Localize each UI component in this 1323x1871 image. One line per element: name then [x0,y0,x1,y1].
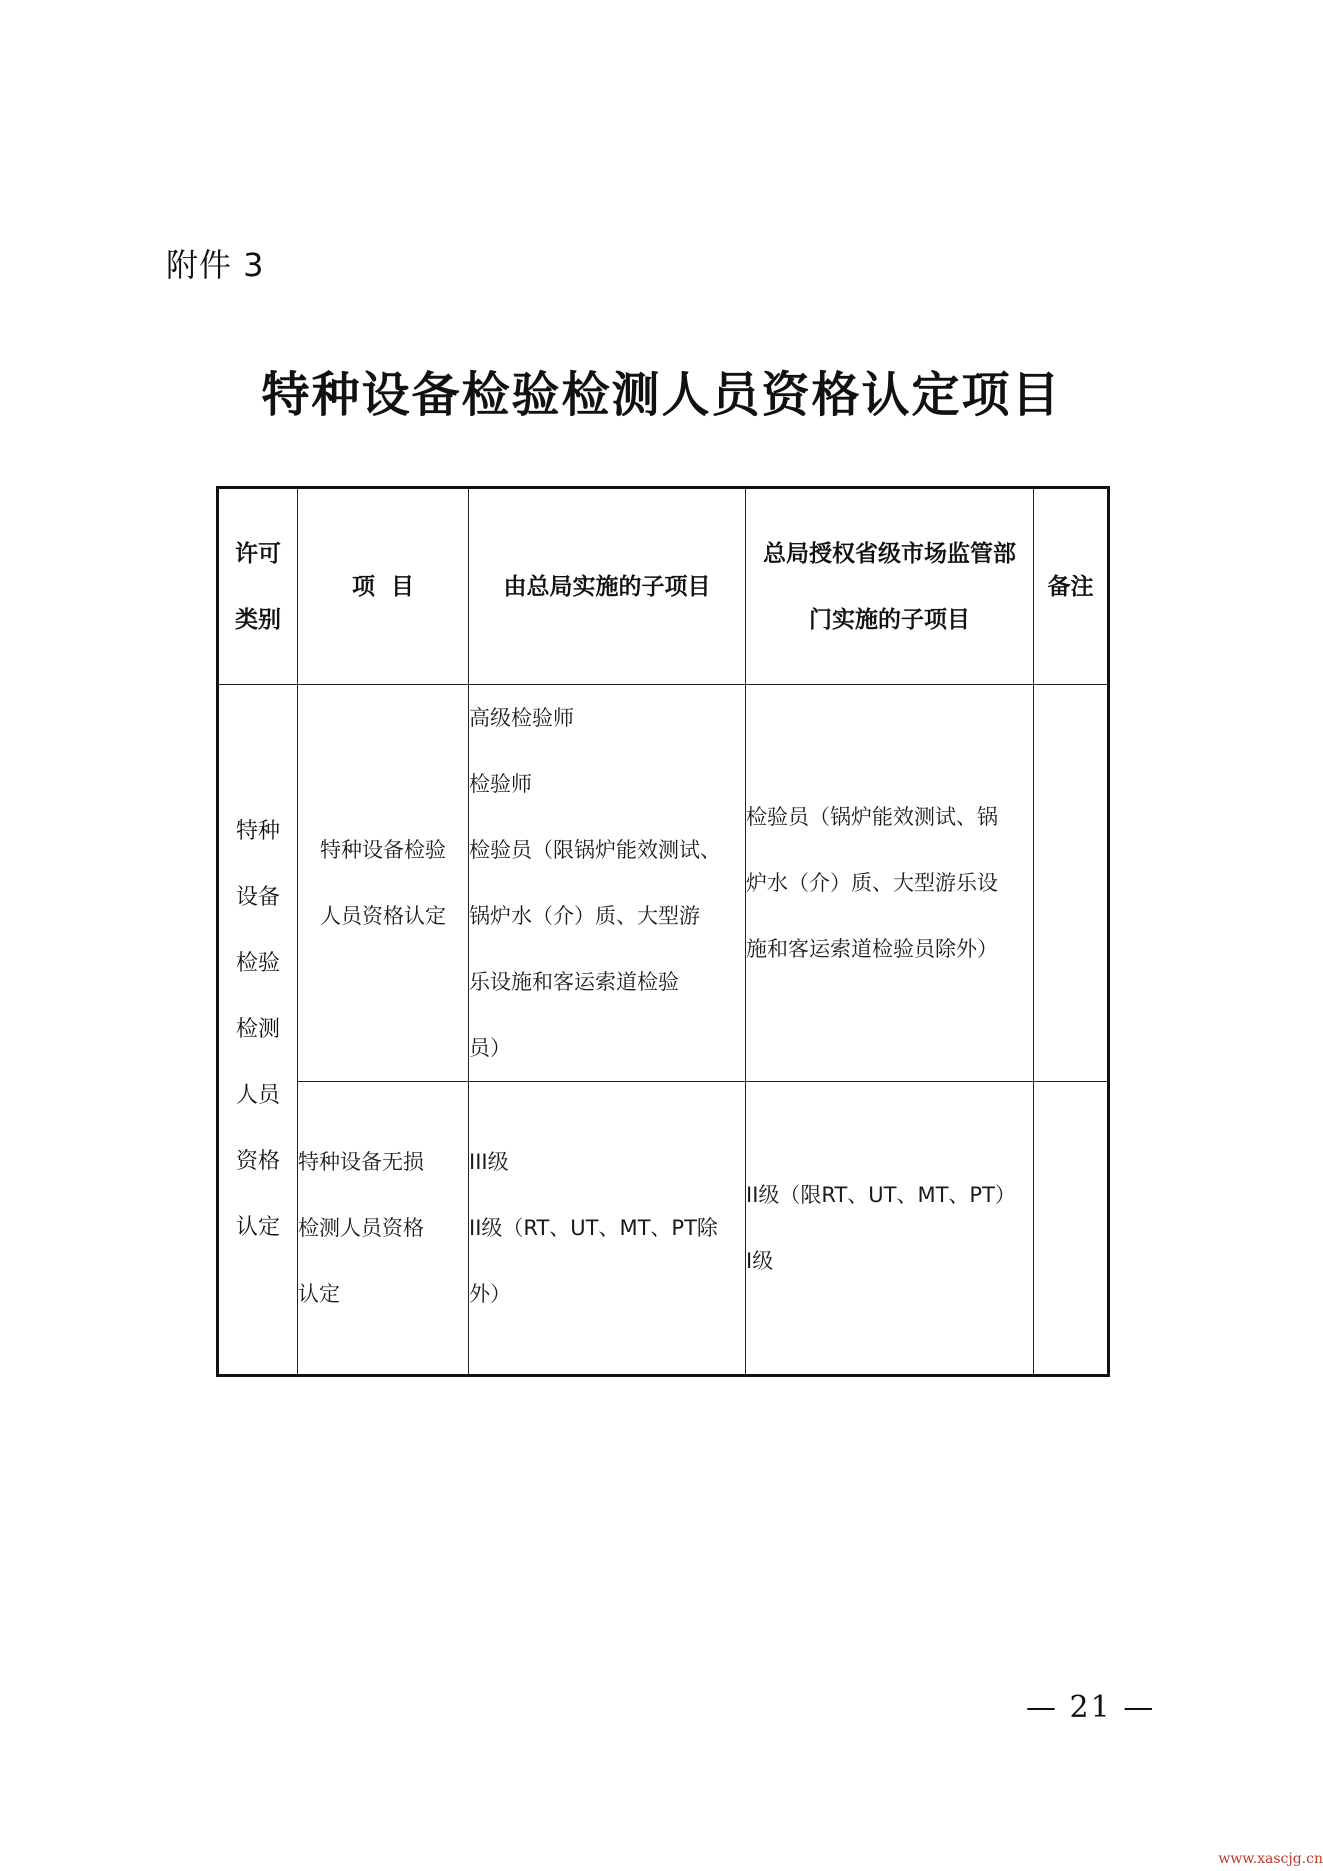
category-line: 检测 [235,1016,280,1042]
category-line: 认定 [235,1214,280,1240]
hq-line: 外） [469,1282,511,1306]
hq-line: 员） [469,1036,511,1060]
item-cell [298,685,469,1082]
remarks-cell [1034,1082,1109,1376]
item-cell [298,1082,469,1376]
header-province-line: 门实施的子项目 [809,605,970,633]
province-line: 检验员（锅炉能效测试、锅 [746,805,998,829]
hq-subitems-cell [469,1082,746,1376]
header-category-line: 许可 [235,539,281,567]
header-province-subitems [746,488,1034,685]
province-line: 炉水（介）质、大型游乐设 [746,871,998,895]
hq-line: 检验师 [469,772,532,796]
table-row [218,1082,1109,1376]
hq-line: 乐设施和客运索道检验 [469,970,679,994]
province-line: 施和客运索道检验员除外） [746,937,998,961]
table-header-row [218,488,1109,685]
province-line: I级 [746,1249,774,1273]
qualification-table [216,486,1110,1377]
attachment-label: 附件 3 [166,246,265,284]
category-line: 设备 [235,884,280,910]
hq-line: 检验员（限锅炉能效测试、 [469,838,721,862]
item-line: 特种设备检验 [320,838,446,862]
province-subitems-cell [746,685,1034,1082]
header-remarks: 备注 [1034,488,1109,685]
category-cell [218,685,298,1376]
hq-line: III级 [469,1150,509,1174]
header-hq-subitems: 由总局实施的子项目 [469,488,746,685]
watermark-url: www.xascjg.cn [1218,1851,1323,1867]
document-title: 特种设备检验检测人员资格认定项目 [261,367,1062,423]
header-province-line: 总局授权省级市场监管部 [763,539,1016,567]
header-category-line: 类别 [235,605,281,633]
remarks-cell [1034,685,1109,1082]
header-item: 项 目 [298,488,469,685]
category-line: 特种 [235,818,280,844]
header-category [218,488,298,685]
item-line: 检测人员资格 [298,1216,424,1240]
province-line: II级（限RT、UT、MT、PT） [746,1183,1016,1207]
item-line: 特种设备无损 [298,1150,424,1174]
hq-line: 锅炉水（介）质、大型游 [469,904,700,928]
category-line: 人员 [235,1082,280,1108]
table-row [218,685,1109,1082]
page-number: — 21 — [1026,1690,1156,1725]
hq-line: 高级检验师 [469,706,574,730]
province-subitems-cell [746,1082,1034,1376]
category-line: 检验 [235,950,280,976]
hq-subitems-cell [469,685,746,1082]
hq-line: II级（RT、UT、MT、PT除 [469,1216,718,1240]
item-line: 人员资格认定 [320,904,446,928]
item-line: 认定 [298,1282,340,1306]
category-line: 资格 [235,1148,280,1174]
